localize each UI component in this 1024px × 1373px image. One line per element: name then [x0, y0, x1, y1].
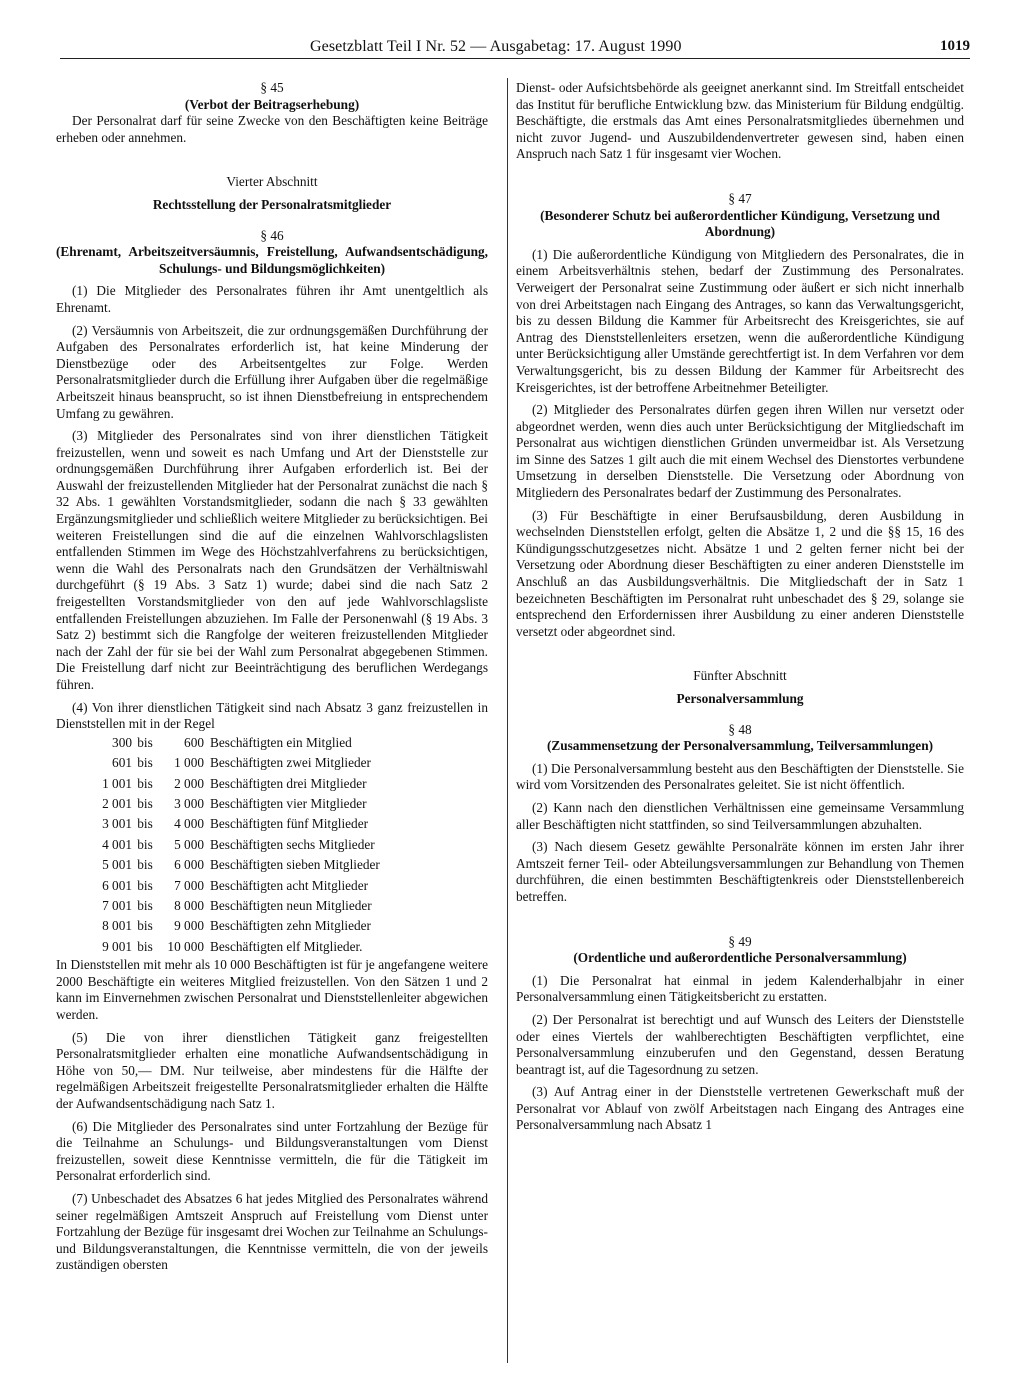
section-48-para-2: (2) Kann nach den dienstlichen Verhältnissen eine gemeinsame Versammlung aller Beschäftigten nicht stattfinden, so sind Teilversammlungen abzuhalten. — [516, 799, 964, 832]
scale-from: 3 001 — [102, 816, 132, 832]
scale-row — [92, 855, 488, 875]
abschnitt-4-label: Vierter Abschnitt — [226, 174, 318, 190]
scale-to: 3 000 — [174, 796, 204, 811]
scale-to: 10 000 — [167, 938, 204, 954]
section-49-para-1: (1) Die Personalrat hat einmal in jedem Kalenderhalbjahr in einer Personalversammlung einen Tätigkeitsbericht zu erstatten. — [516, 972, 964, 1005]
section-46-para-5: (5) Die von ihrer dienstlichen Tätigkeit ganz freigestellten Personalratsmitglieder erhalten eine monatliche Aufwandsentschädigung in Höhe von 50,— DM. Nur teilweise, aber mindestens für die Hälfte der regelmäßigen Arbeitszeit freigestellte Personalratsmitglieder erhalten die Hälfte der Aufwandsentschädigung nach Satz 1. — [56, 1029, 488, 1111]
scale-row — [92, 753, 488, 773]
scale-bis: bis — [137, 938, 153, 954]
section-46-para-4-intro: (4) Von ihrer dienstlichen Tätigkeit sind nach Absatz 3 ganz freizustellen in Dienststellen mit in der Regel — [56, 699, 488, 732]
scale-row — [92, 876, 488, 896]
section-48-number: § 48 — [728, 721, 752, 737]
section-46-heading: (Ehrenamt, Arbeitszeitversäumnis, Freistellung, Aufwandsentschädigung, Schulungs- und Bildungsmöglichkeiten) — [56, 244, 488, 276]
scale-text: Beschäftigten zehn Mitglieder — [210, 918, 371, 934]
scale-row — [92, 814, 488, 834]
scale-text: Beschäftigten zwei Mitglieder — [210, 755, 371, 771]
section-46-continuation: Dienst- oder Aufsichtsbehörde als geeignet anerkannt sind. Im Streitfall entscheidet das Institut für berufliche Entwicklung bzw. das Ministerium für Bildung endgültig. Beschäftigte, die erstmals das Amt eines Personalratsmitgliedes übernehmen und nicht zuvor Jugend- und Auszubildendenvertreter gewesen sind, haben einen Anspruch nach Satz 1 für insgesamt vier Wochen. — [516, 80, 964, 162]
scale-to: 5 000 — [174, 836, 204, 852]
left-column — [56, 80, 488, 1280]
scale-from: 7 001 — [102, 898, 132, 914]
scale-from: 6 001 — [102, 877, 132, 893]
scale-bis: bis — [137, 918, 153, 934]
scale-row — [92, 896, 488, 916]
section-48-para-1: (1) Die Personalversammlung besteht aus den Beschäftigten der Dienststelle. Sie wird vom Vorsitzenden des Personalrates geleitet. Sie ist nicht öffentlich. — [516, 760, 964, 793]
scale-bis: bis — [137, 755, 153, 771]
column-divider — [507, 78, 508, 1363]
section-46-para-7: (7) Unbeschadet des Absatzes 6 hat jedes Mitglied des Personalrates während seiner regelmäßigen Amtszeit Anspruch auf Freistellung vom Dienst unter Fortzahlung der Bezüge für insgesamt drei Wochen zur Teilnahme an Schulungs- und Bildungsveranstaltungen, die Kenntnisse vermitteln, die von der jeweils zuständigen obersten — [56, 1190, 488, 1273]
scale-from: 9 001 — [102, 938, 132, 954]
section-49-number: § 49 — [728, 933, 752, 949]
page-number: 1019 — [940, 38, 970, 54]
scale-bis: bis — [137, 796, 153, 811]
section-48-heading: (Zusammensetzung der Personalversammlung, Teilversammlungen) — [546, 738, 934, 754]
section-45-number: § 45 — [260, 80, 284, 95]
scale-from: 5 001 — [102, 857, 132, 873]
section-47-number: § 47 — [728, 190, 752, 206]
section-47-para-1: (1) Die außerordentliche Kündigung von Mitgliedern des Personalrates, die in einem Arbeitsverhältnis stehen, bedarf der Zustimmung des Personalrates. Verweigert der Personalrat seine Zustimmung oder äußert er sich nicht innerhalb von drei Arbeitstagen nach Eingang des Antrages, so kann das Verwaltungsgericht, bis zu dessen Bildung die Kammer für Arbeitsrecht des Kreisgerichtes, sie auf Antrag des Dienststellenleiters ersetzen, wenn die außerordentliche Kündigung unter Berücksichtigung aller Umstände gerechtfertigt ist. In dem Verfahren vor dem Verwaltungsgericht, bis zu dessen Bildung der Kammer für Arbeitsrecht des Kreisgerichtes, ist der betroffene Arbeitnehmer Beteiligter. — [516, 246, 964, 395]
scale-text: Beschäftigten sieben Mitglieder — [210, 857, 380, 873]
gazette-title: Gesetzblatt Teil I Nr. 52 — Ausgabetag: 17. August 1990 — [310, 38, 682, 55]
scale-to: 2 000 — [174, 775, 204, 791]
scale-bis: bis — [137, 877, 153, 893]
section-46-para-1: (1) Die Mitglieder des Personalrates führen ihr Amt unentgeltlich als Ehrenamt. — [56, 283, 488, 315]
section-45-paragraph: Der Personalrat darf für seine Zwecke von den Beschäftigten keine Beiträge erheben oder annehmen. — [56, 113, 488, 145]
scale-row — [92, 774, 488, 794]
section-49-para-2: (2) Der Personalrat ist berechtigt und auf Wunsch des Leiters der Dienststelle oder eines Viertels der wahlberechtigten Beschäftigten verpflichtet, eine Personalversammlung einzuberufen und den Gegenstand, dessen Beratung beantragt ist, auf die Tagesordnung zu setzen. — [516, 1011, 964, 1077]
scale-to: 4 000 — [174, 816, 204, 832]
scale-text: Beschäftigten sechs Mitglieder — [210, 836, 375, 852]
scale-from: 300 — [112, 734, 132, 750]
scale-bis: bis — [137, 836, 153, 852]
scale-row — [92, 835, 488, 855]
scale-to: 1 000 — [174, 755, 204, 771]
section-49-heading: (Ordentliche und außerordentliche Personalversammlung) — [573, 950, 907, 966]
section-46-para-3: (3) Mitglieder des Personalrates sind von ihrer dienstlichen Tätigkeit freizustellen, wenn und soweit es nach Umfang und Art der Dienststelle zur ordnungsgemäßen Durchführung ihrer Aufgaben erforderlich ist. Bei der Auswahl der freizustellenden Mitglieder hat der Personalrat zunächst die nach § 32 Abs. 1 gewählten Vorstandsmitglieder, sodann die nach § 33 gewählten Ergänzungsmitglieder und schließlich weitere Mitglieder zu berücksichtigen. Bei weiteren Freistellungen sind die auf die einzelnen Wahlvorschlagslisten entfallenden Stimmen im Wege des Höchstzahlverfahrens zu berücksichtigen, wenn die Wahl des Personalrats nach den Grundsätzen der Verhältniswahl durchgeführt (§ 19 Abs. 3 Satz 1) wurde; dabei sind die nach Satz 2 freigestellten Vorstandsmitglieder von den auf jede Wahlvorschlagsliste entfallenden Freistellungen abzuziehen. Im Falle der Personenwahl (§ 19 Abs. 3 Satz 2) bestimmt sich die Rangfolge der weiteren freizustellenden Mitglieder nach der Zahl der für sie bei der Wahl zum Personalrat abgegebenen Stimmen. Die Freistellung darf nicht zur Beeinträchtigung des beruflichen Werdegangs führen. — [56, 428, 488, 692]
section-48-para-3: (3) Nach diesem Gesetz gewählte Personalräte können im ersten Jahr ihrer Amtszeit ferner Teil- oder Abteilungsversammlungen zur Behandlung von Themen durchführen, die einen bestimmten Beschäftigtenkreis oder Dienststellenbereich betreffen. — [516, 839, 964, 904]
scale-bis: bis — [137, 734, 153, 750]
scale-from: 1 001 — [102, 775, 132, 791]
scale-bis: bis — [137, 816, 153, 832]
abschnitt-4-title: Rechtsstellung der Personalratsmitglieder — [152, 196, 392, 212]
scale-from: 601 — [112, 755, 132, 771]
scale-to: 9 000 — [174, 918, 204, 934]
scale-from: 2 001 — [102, 796, 132, 811]
scale-to: 6 000 — [174, 857, 204, 873]
header-rule — [60, 58, 970, 59]
section-49-para-3: (3) Auf Antrag einer in der Dienststelle vertretenen Gewerkschaft muß der Personalrat vor Ablauf von zwölf Arbeitstagen nach Eingang des Antrages eine Personalversammlung nach Absatz 1 — [516, 1084, 964, 1133]
section-47-para-2: (2) Mitglieder des Personalrates dürfen gegen ihren Willen nur versetzt oder abgeordnet werden, wenn dies auch unter Berücksichtigung der Mitgliedschaft im Personalrat aus wichtigen dienstlichen Gründen unvermeidbar ist. Als Versetzung im Sinne des Satzes 1 gilt auch die mit einem Wechsel des Dienstortes verbundene Umsetzung in derselben Dienststelle. Die Versetzung oder Abordnung von Mitgliedern des Personalrates bedarf der Zustimmung des Personalrates. — [516, 402, 964, 501]
scale-text: Beschäftigten fünf Mitglieder — [210, 816, 369, 832]
scale-to: 600 — [184, 734, 204, 750]
scale-to: 7 000 — [174, 877, 204, 893]
scale-row — [92, 794, 488, 814]
scale-text: Beschäftigten neun Mitglieder — [210, 898, 372, 914]
scale-bis: bis — [137, 857, 153, 873]
section-47-para-3: (3) Für Beschäftigte in einer Berufsausbildung, deren Ausbildung in wechselnden Dienststellen erfolgt, gelten die Absätze 1, 2 und die §§ 15, 16 des Kündigungsschutzgesetzes nicht. Absätze 1 und 2 gelten ferner nicht bei der Versetzung oder Abordnung dieser Beschäftigten zu einer anderen Dienststelle im Anschluß an das Ausbildungsverhältnis. Die Mitgliedschaft der in Satz 1 bezeichneten Beschäftigten im Personalrat ruht unbeschadet des § 29, solange sie entsprechend den Erfordernissen ihrer Ausbildung zu einer anderen Dienststelle versetzt oder abgeordnet sind. — [516, 507, 964, 639]
freistellung-scale-table — [92, 733, 488, 957]
scale-text: Beschäftigten acht Mitglieder — [210, 877, 369, 893]
section-46-para-6: (6) Die Mitglieder des Personalrates sind unter Fortzahlung der Bezüge für die Teilnahme an Schulungs- und Bildungsveranstaltungen vom Dienst freizustellen, soweit diese Kenntnisse vermitteln, die für die Tätigkeit im Personalrat erforderlich sind. — [56, 1118, 488, 1184]
abschnitt-5-label: Fünfter Abschnitt — [693, 668, 787, 684]
scale-text: Beschäftigten elf Mitglieder. — [210, 938, 363, 954]
abschnitt-5-title: Personalversammlung — [676, 691, 804, 706]
scale-text: Beschäftigten ein Mitglied — [210, 734, 352, 750]
scale-text: Beschäftigten drei Mitglieder — [210, 775, 367, 791]
scale-text: Beschäftigten vier Mitglieder — [210, 796, 367, 811]
right-column — [516, 80, 964, 1140]
scale-row — [92, 916, 488, 936]
scale-from: 4 001 — [102, 836, 132, 852]
scale-bis: bis — [137, 898, 153, 914]
scale-row — [92, 937, 488, 957]
section-46-number: § 46 — [260, 227, 284, 243]
section-46-para-4-tail: In Dienststellen mit mehr als 10 000 Beschäftigten ist für je angefangene weitere 2000 Beschäftigte ein weiteres Mitglied freizustellen. Von den Sätzen 1 und 2 kann im Einvernehmen zwischen Personalrat und Dienststellenleiter abgewichen werden. — [56, 957, 488, 1023]
scale-to: 8 000 — [174, 898, 204, 914]
section-45-heading: (Verbot der Beitragserhebung) — [184, 96, 360, 112]
scale-from: 8 001 — [102, 918, 132, 934]
section-47-heading: (Besonderer Schutz bei außerordentlicher Kündigung, Versetzung und Abordnung) — [540, 207, 940, 240]
scale-bis: bis — [137, 775, 153, 791]
scale-row — [92, 733, 488, 753]
section-46-para-2: (2) Versäumnis von Arbeitszeit, die zur ordnungsgemäßen Durchführung der Aufgaben des Personalrates erforderlich ist, hat keine Minderung der Dienstbezüge oder des Arbeitsentgeltes zur Folge. Werden Personalratsmitglieder durch die Erfüllung ihrer Aufgaben über die regelmäßige Arbeitszeit hinaus beansprucht, so ist ihnen Dienstbefreiung in entsprechendem Umfang zu gewähren. — [56, 322, 488, 421]
